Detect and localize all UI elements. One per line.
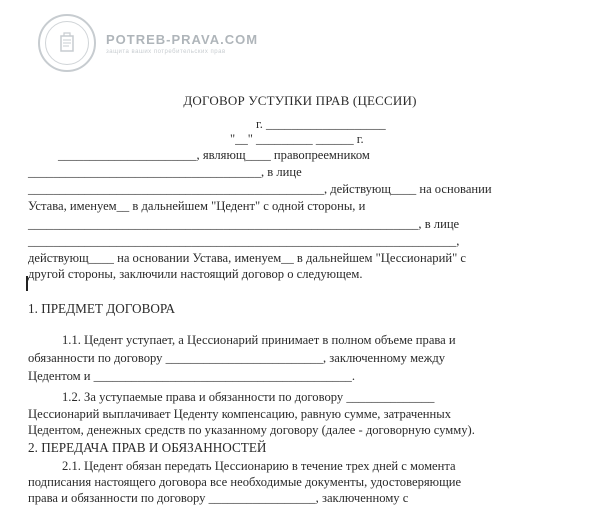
clause-2-1-line: подписания настоящего договора все необходимые документы, удостоверяющие (28, 475, 462, 489)
party2-acting-line: действующ____ на основании Устава, именуем__ в дальнейшем "Цессионарий" с (28, 251, 466, 265)
city-line: г. ___________________ (256, 117, 386, 131)
party1-line: ______________________, являющ____ правопреемником (58, 148, 370, 162)
clause-1-1-line: 1.1. Цедент уступает, а Цессионарий принимает в полном объеме права и (62, 333, 456, 347)
party2-rep-line: ____________________________________________________________________, (28, 234, 460, 248)
party1-charter-line: Устава, именуем__ в дальнейшем "Цедент" с одной стороны, и (28, 199, 366, 213)
brand-tagline: защита ваших потребительских прав (106, 48, 226, 55)
clause-1-2-line: Цессионарий выплачивает Цеденту компенсацию, равную сумме, затраченных (28, 407, 452, 421)
clause-1-2-line: Цедентом, денежных средств по указанному договору (далее - договорную сумму). (28, 423, 475, 437)
clause-1-2-line: 1.2. За уступаемые права и обязанности по договору ______________ (62, 390, 435, 404)
date-line: "__" _________ ______ г. (230, 132, 364, 146)
clause-2-1-line: права и обязанности по договору _________________, заключенному с (28, 491, 409, 505)
brand-name: POTREB-PRAVA.COM (106, 31, 259, 47)
preamble-end-line: другой стороны, заключили настоящий договор о следующем. (28, 267, 363, 281)
party1-acting-line: _______________________________________________, действующ____ на основании (28, 182, 492, 196)
clause-1-1-line: Цедентом и _________________________________________. (28, 369, 355, 383)
text-cursor (26, 276, 28, 291)
clause-2-1-line: 2.1. Цедент обязан передать Цессионарию в течение трех дней с момента (62, 459, 456, 473)
document-title: ДОГОВОР УСТУПКИ ПРАВ (ЦЕССИИ) (183, 93, 417, 108)
section-2-heading: 2. ПЕРЕДАЧА ПРАВ И ОБЯЗАННОСТЕЙ (28, 440, 267, 455)
party1-rep-line: _____________________________________, в лице (28, 165, 302, 179)
clause-1-1-line: обязанности по договору _________________________, заключенному между (28, 351, 446, 365)
section-1-heading: 1. ПРЕДМЕТ ДОГОВОРА (28, 301, 176, 316)
party2-line: ______________________________________________________________, в лице (28, 217, 460, 231)
